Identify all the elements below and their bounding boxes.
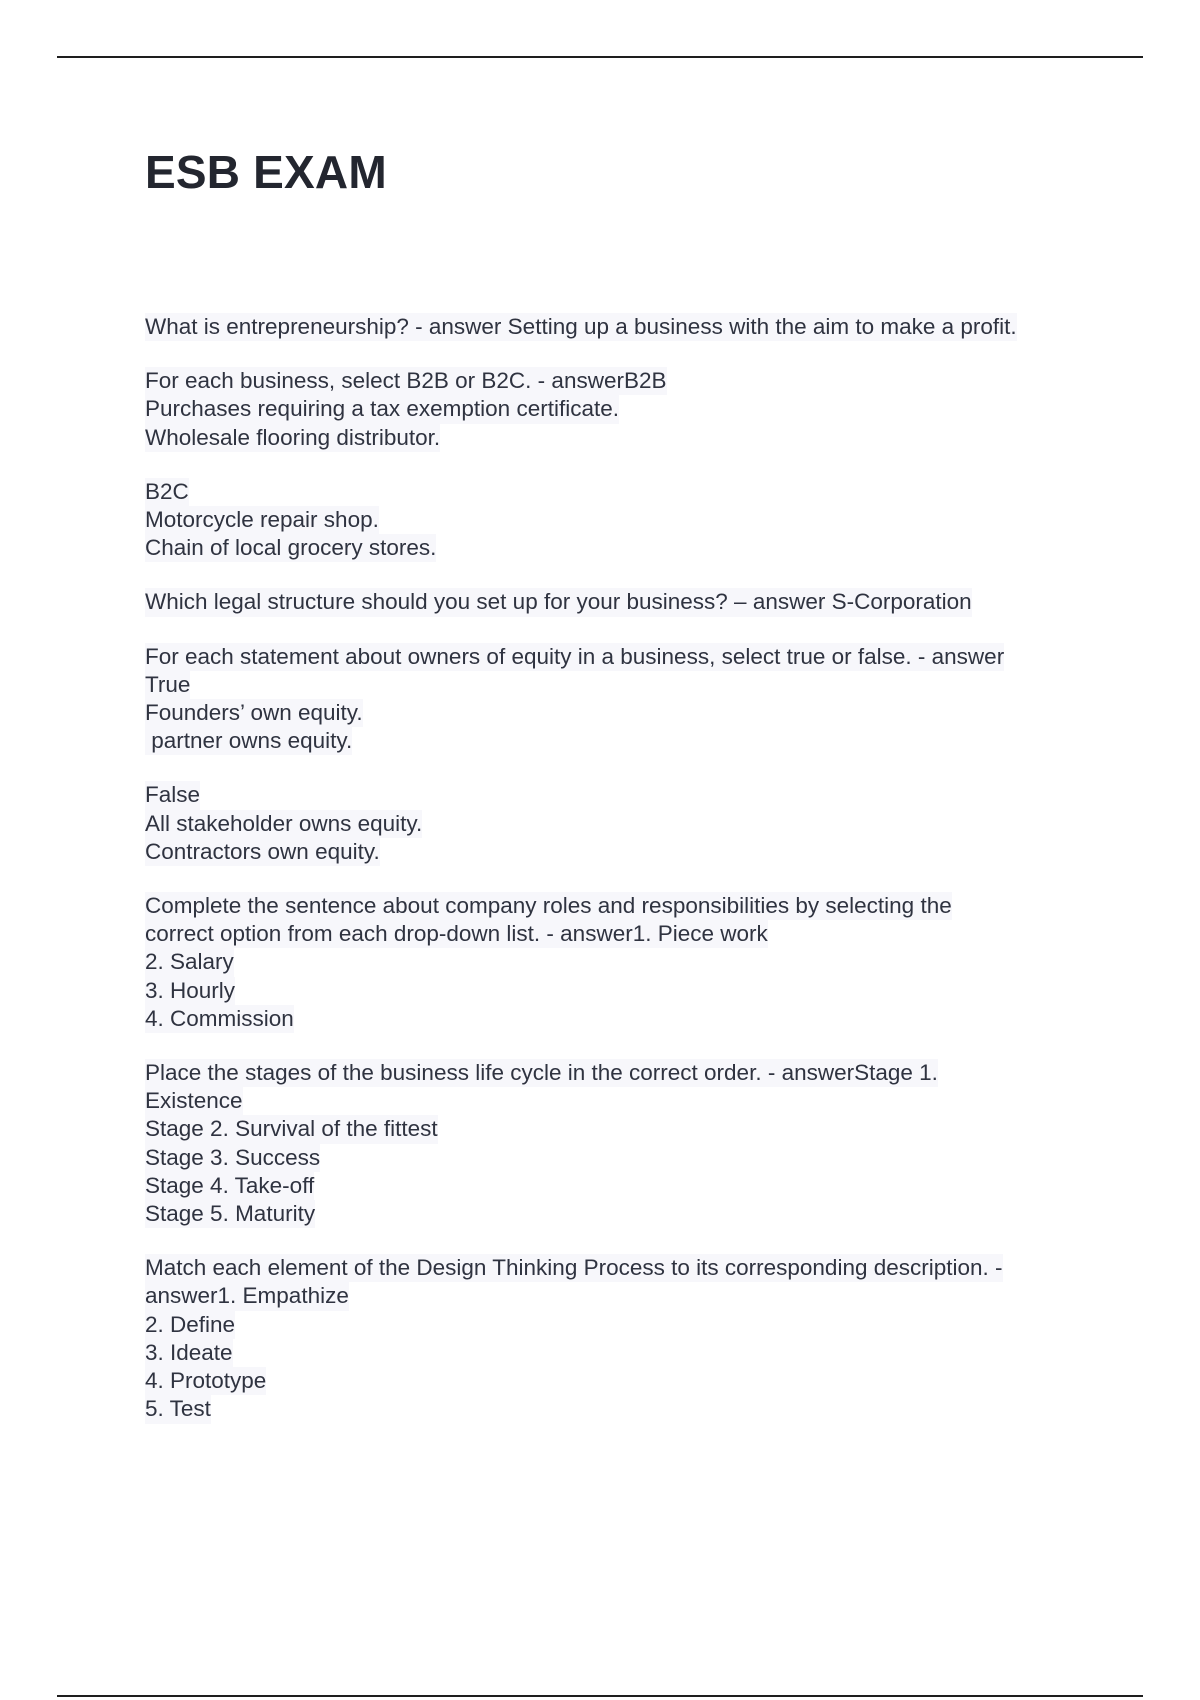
text-line: What is entrepreneurship? - answer Setting up a business with the aim to make a profit. <box>145 313 1017 341</box>
text-line: True <box>145 671 190 699</box>
text-line: B2C <box>145 478 189 506</box>
qa-block-equity-true <box>145 643 1095 756</box>
text-line: For each business, select B2B or B2C. - answerB2B <box>145 367 667 395</box>
text-line: Chain of local grocery stores. <box>145 534 436 562</box>
page-title: ESB EXAM <box>145 146 387 198</box>
text-line: Contractors own equity. <box>145 838 380 866</box>
text-line: 5. Test <box>145 1395 211 1423</box>
document-body <box>145 313 1095 1450</box>
text-line: Stage 2. Survival of the fittest <box>145 1115 438 1143</box>
bottom-rule <box>57 1695 1143 1697</box>
text-line: Match each element of the Design Thinking Process to its corresponding description. - <box>145 1254 1003 1282</box>
text-line: False <box>145 781 200 809</box>
top-rule <box>57 56 1143 58</box>
text-line: 2. Salary <box>145 948 234 976</box>
text-line: correct option from each drop-down list. - answer1. Piece work <box>145 920 768 948</box>
text-line: Stage 5. Maturity <box>145 1200 315 1228</box>
text-line: 4. Prototype <box>145 1367 266 1395</box>
qa-block-life-cycle <box>145 1059 1095 1228</box>
text-line: All stakeholder owns equity. <box>145 810 422 838</box>
text-line: 4. Commission <box>145 1005 294 1033</box>
text-line: Founders’ own equity. <box>145 699 363 727</box>
text-line: For each statement about owners of equity in a business, select true or false. - answer <box>145 643 1004 671</box>
text-line: 3. Hourly <box>145 977 235 1005</box>
text-line: Complete the sentence about company roles and responsibilities by selecting the <box>145 892 952 920</box>
text-line: Stage 4. Take-off <box>145 1172 314 1200</box>
text-line: Purchases requiring a tax exemption certificate. <box>145 395 619 423</box>
text-line: Which legal structure should you set up for your business? – answer S-Corporation <box>145 588 972 616</box>
qa-block-b2b <box>145 367 1095 452</box>
qa-block-company-roles <box>145 892 1095 1033</box>
text-line: Motorcycle repair shop. <box>145 506 379 534</box>
text-line: Stage 3. Success <box>145 1144 320 1172</box>
text-line: Wholesale flooring distributor. <box>145 424 440 452</box>
qa-block-b2c <box>145 478 1095 563</box>
qa-block-design-thinking <box>145 1254 1095 1423</box>
qa-block-equity-false <box>145 781 1095 866</box>
text-line: Existence <box>145 1087 243 1115</box>
text-line: answer1. Empathize <box>145 1282 349 1310</box>
text-line: Place the stages of the business life cycle in the correct order. - answerStage 1. <box>145 1059 938 1087</box>
qa-block-entrepreneurship <box>145 313 1095 341</box>
text-line: partner owns equity. <box>145 727 352 755</box>
text-line: 2. Define <box>145 1311 235 1339</box>
qa-block-legal-structure <box>145 588 1095 616</box>
text-line: 3. Ideate <box>145 1339 233 1367</box>
